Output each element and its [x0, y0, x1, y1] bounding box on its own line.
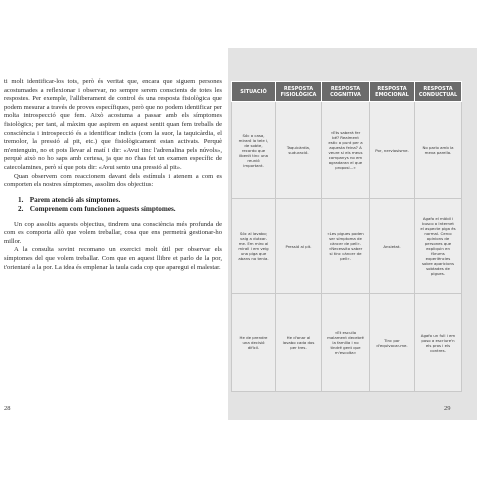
paragraph-1: ti molt identificar-los tots, però és veritat que, encara que siguem persones acostumades a reflexionar i observar, no sempre serem conscients de totes les respostes. Per exemple, l'alliberament de control és una resposta fisiològica que podem mesurar a través de proves específiques, però que no podem identificar per molta introspecció que fem. Això acostuma a passar amb els símptomes fisiològics; per tant, al màxim que aspirem en aquest sentit quan fem treballs de consciència i introspecció és a identificar indicis (com la suor, la taquicàrdia, el tremolor, la pressió al pit, etc.) que fisiològicament estan activats. Perquè m'entenguin, no et pots llevar al matí i dir: «Avui tinc l'adrenalina pels núvols», perquè això no ho saps amb certesa, ja que no t'has fet un examen específic de catecolamines, però sí que pots dir: «Avui sento una pressió al pit». [4, 78, 222, 171]
header-emotional: RESPOSTA EMOCIONAL [370, 82, 415, 102]
page-number-left: 28 [4, 405, 11, 412]
page-number-right: 29 [444, 405, 451, 412]
table-row [232, 102, 462, 199]
paragraph-3: Un cop assolits aquests objectius, tindrem una consciència més profunda de com es comporta allò que volem treballar, cosa que ens permetrà gestionar-ho millor. [4, 220, 222, 245]
table-cell: He d'anar al lavabo cada dos per tres. [276, 294, 322, 392]
objective-item [18, 196, 222, 205]
symptoms-table [231, 81, 462, 392]
table-cell: He de prendre una decisió difícil. [232, 294, 276, 392]
left-page [0, 0, 228, 477]
objectives-list [18, 196, 222, 215]
right-page [228, 48, 477, 420]
objective-item [18, 205, 222, 214]
table-header-row [232, 82, 462, 102]
table-cell: «Ets saberà fer bé? Realment estic a punt per a aquesta feina? A veure si els meus companys no em agradaran el que proposi...» [322, 102, 370, 199]
header-situation: SITUACIÓ [232, 82, 276, 102]
table-cell: Sóc a casa, miraró la tele i, de sobte, recordo que ilbenit tinc una reunió important. [232, 102, 276, 199]
table-cell: Ansietat. [370, 199, 415, 294]
table-cell: Sóc al lavabo; vaig a dutxar-me. Em miro al mirall i em veig una piga que abans no tenia. [232, 199, 276, 294]
table-row [232, 294, 462, 392]
table-cell: Tinc por d'equivocar-me. [370, 294, 415, 392]
header-behavioral: RESPOSTA CONDUCTUAL [415, 82, 462, 102]
table-cell: Agafo el mòbil i busco a Internet el aspecte piga és normal. Cerco opinions de persones que expliquin en fòrums experiències sobre aparicions sobtades de pigues. [415, 199, 462, 294]
objective-text: Comprenem com funcionen aquests símptomes. [29, 205, 176, 214]
objective-text: Parem atenció als símptomes. [29, 195, 121, 204]
table-cell: «Les pigues poden ser símptoma de càncer de pell». «Necessito saber si tinc càncer de pell». [322, 199, 370, 294]
table-cell: No parlo amb la meva parella. [415, 102, 462, 199]
table-row [232, 199, 462, 294]
paragraph-2: Quan observem com reaccionem davant dels estímuls i atenem a com es comporten els nostres símptomes, assolim dos objectius: [4, 172, 222, 189]
header-cognitive: RESPOSTA COGNITIVA [322, 82, 370, 102]
header-physiological: RESPOSTA FISIOLÒGICA [276, 82, 322, 102]
table-cell: Taquicàrdia, suduració. [276, 102, 322, 199]
paragraph-4: A la consulta sovint recomano un exercici molt útil per observar els símptomes del que volem treballar. Com que en aquest llibre et parlo de la por, t'orientaré a la por. La idea és emplenar la taula cada cop que aparegui el malestar. [4, 246, 222, 271]
table-cell: Pressió al pit. [276, 199, 322, 294]
table-cell: «Et escullo malament decebré la família i no tindré gent que m'escolta» [322, 294, 370, 392]
objective-number: 1. [18, 195, 24, 204]
left-page-body [4, 78, 222, 272]
table-cell: Agafo un full i em poso a escriure'n els pros i els contres. [415, 294, 462, 392]
table-cell: Por, nerviosisme. [370, 102, 415, 199]
objective-number: 2. [18, 205, 24, 214]
